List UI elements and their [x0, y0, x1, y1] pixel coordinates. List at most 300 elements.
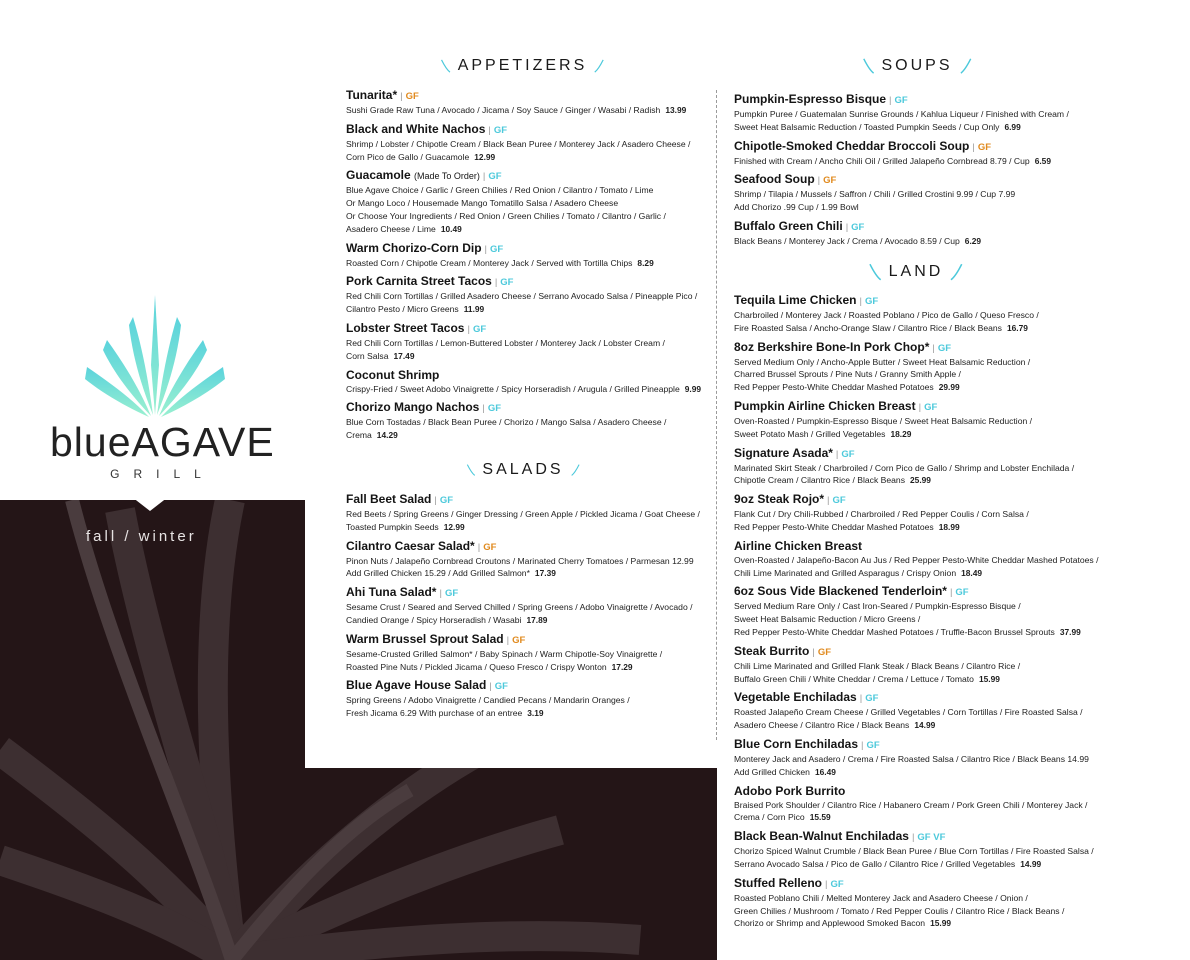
- menu-item-description: [346, 567, 706, 580]
- tag-separator: |: [477, 541, 481, 553]
- menu-item: [346, 241, 706, 270]
- tag-separator: |: [861, 739, 864, 751]
- dietary-tag-label: GF: [487, 403, 502, 415]
- dietary-tag: [467, 324, 486, 335]
- tag-separator: |: [859, 693, 863, 705]
- menu-item-header: [734, 829, 1184, 845]
- menu-item-name: Pumpkin-Espresso Bisque: [734, 92, 887, 106]
- menu-item-description: [734, 108, 1184, 121]
- menu-item-description: [734, 415, 1184, 428]
- salads-list: [346, 492, 706, 725]
- brand-name-bold: AGAVE: [131, 419, 275, 465]
- menu-item-description: [734, 600, 1184, 613]
- menu-item-description: [346, 383, 706, 396]
- menu-item-header: [346, 400, 706, 416]
- appetizers-title: APPETIZERS: [457, 57, 588, 74]
- description-text: Buffalo Green Chili / White Cheddar / Crema / Lettuce / Tomato: [734, 673, 974, 684]
- description-text: Asadero Cheese / Cilantro Rice / Black Beans: [734, 720, 910, 731]
- tag-separator: |: [845, 221, 849, 233]
- tag-separator: |: [488, 124, 491, 136]
- swoosh-left-icon: [862, 56, 874, 76]
- tag-separator: |: [817, 175, 821, 187]
- menu-item-description: [346, 555, 706, 568]
- dietary-tag: [825, 879, 844, 890]
- description-text: Spring Greens / Adobo Vinaigrette / Candied Pecans / Mandarin Oranges /: [346, 695, 630, 706]
- description-text: Red Pepper Pesto-White Cheddar Mashed Potatoes / Truffle-Bacon Brussel Sprouts: [734, 626, 1055, 637]
- menu-item-price: 37.99: [1059, 626, 1081, 637]
- description-text: Flank Cut / Dry Chili-Rubbed / Charbroiled / Red Pepper Coulis / Corn Salsa /: [734, 509, 1029, 520]
- description-text: Roasted Corn / Chipotle Cream / Monterey Jack / Served with Tortilla Chips: [346, 257, 633, 268]
- dietary-tag: [861, 740, 880, 751]
- menu-item-description: [734, 462, 1184, 475]
- menu-item-price: 17.49: [393, 350, 415, 361]
- dietary-tag: [836, 449, 855, 460]
- swoosh-right-icon: [950, 262, 964, 282]
- dietary-tag: [950, 587, 969, 598]
- menu-item-header: [734, 784, 1184, 799]
- menu-item-price: 12.99: [443, 521, 465, 532]
- menu-item: [734, 876, 1184, 930]
- menu-item-note: (Made To Order): [414, 171, 480, 182]
- description-text: Oven-Roasted / Jalapeño-Bacon Au Jus / Red Pepper Pesto-White Cheddar Mashed Potatoes /: [734, 554, 1099, 565]
- tag-separator: |: [889, 95, 892, 106]
- menu-item: [346, 585, 706, 627]
- menu-item: [734, 690, 1184, 732]
- menu-item-description: [346, 661, 706, 674]
- menu-item-header: [346, 321, 706, 337]
- menu-item-name: Seafood Soup: [734, 172, 815, 187]
- menu-item-description: [734, 322, 1184, 335]
- description-text: Roasted Poblano Chili / Melted Monterey Jack and Asadero Cheese / Onion /: [734, 892, 1028, 903]
- menu-item: [734, 340, 1184, 394]
- menu-item-description: [734, 155, 1184, 168]
- menu-item-name: Coconut Shrimp: [346, 367, 440, 382]
- menu-item: [346, 88, 706, 117]
- menu-item-name: Tequila Lime Chicken: [734, 293, 857, 307]
- menu-item: [734, 293, 1184, 335]
- dietary-tag: [818, 175, 837, 186]
- menu-item: [346, 632, 706, 674]
- salads-title: SALADS: [482, 461, 564, 478]
- brand-wordmark: [50, 419, 275, 465]
- tag-separator: |: [859, 296, 862, 307]
- menu-item: [734, 139, 1184, 168]
- dietary-tag: [482, 403, 501, 414]
- menu-item: [346, 122, 706, 164]
- menu-item-name: Cilantro Caesar Salad*: [346, 538, 475, 553]
- description-text: Marinated Skirt Steak / Charbroiled / Corn Pico de Gallo / Shrimp and Lobster Enchilada /: [734, 462, 1075, 473]
- description-text: Corn Pico de Gallo / Guacamole: [346, 151, 470, 162]
- menu-item-price: 6.29: [964, 235, 982, 246]
- dietary-tag-label: GF: [817, 646, 832, 658]
- menu-item-name: Chipotle-Smoked Cheddar Broccoli Soup: [734, 138, 970, 153]
- menu-item-name: 8oz Berkshire Bone-In Pork Chop*: [734, 339, 930, 354]
- description-text: Sushi Grade Raw Tuna / Avocado / Jicama / Soy Sauce / Ginger / Wasabi / Radish: [346, 105, 661, 115]
- dietary-tag-label: GF: [472, 323, 487, 335]
- menu-item-description: [734, 381, 1184, 394]
- dietary-tag: [812, 647, 831, 658]
- dietary-tag-label: GF: [955, 587, 969, 599]
- dietary-tag: [912, 832, 945, 843]
- description-text: Or Choose Your Ingredients / Red Onion / Green Chilies / Tomato / Cilantro / Garlic /: [346, 210, 666, 221]
- dietary-tag-label: GF: [924, 401, 938, 413]
- dietary-tag-label: GF: [490, 243, 504, 255]
- menu-item-name: Blue Corn Enchiladas: [734, 736, 859, 751]
- description-text: Chipotle Cream / Cilantro Rice / Black Beans: [734, 475, 905, 486]
- dietary-tag-label: GF: [841, 448, 855, 460]
- season-label: fall / winter: [86, 528, 197, 545]
- menu-item-price: 14.99: [1020, 858, 1042, 869]
- description-text: Sesame Crust / Seared and Served Chilled / Spring Greens / Adobo Vinaigrette / Avocado /: [346, 602, 693, 613]
- menu-item-name: Black and White Nachos: [346, 121, 486, 136]
- description-text: Charred Brussel Sprouts / Pine Nuts / Granny Smith Apple /: [734, 369, 961, 380]
- menu-item-name: Guacamole: [346, 168, 411, 183]
- menu-item: [734, 92, 1184, 134]
- dietary-tag: [919, 402, 938, 413]
- dietary-tag-label: GF: [439, 495, 454, 506]
- description-text: Roasted Pine Nuts / Pickled Jicama / Queso Fresco / Crispy Wonton: [346, 661, 607, 672]
- menu-item-description: [346, 138, 706, 151]
- tag-separator: |: [918, 401, 922, 413]
- menu-item-description: [346, 707, 706, 720]
- menu-item-price: 29.99: [938, 382, 960, 393]
- menu-item-name: Adobo Pork Burrito: [734, 783, 846, 798]
- menu-item-description: [346, 257, 706, 270]
- menu-item-description: [734, 554, 1184, 567]
- menu-item-description: [346, 210, 706, 223]
- menu-item-price: 3.19: [527, 708, 544, 719]
- menu-item-header: [346, 241, 706, 257]
- description-text: Oven-Roasted / Pumpkin-Espresso Bisque / Sweet Heat Balsamic Reduction /: [734, 415, 1033, 426]
- menu-item-description: [734, 356, 1184, 369]
- tag-separator: |: [972, 141, 975, 153]
- tag-separator: |: [949, 587, 953, 599]
- dietary-tag-label: GF: [830, 878, 844, 890]
- description-text: Red Chili Corn Tortillas / Grilled Asadero Cheese / Serrano Avocado Salsa / Pineapple Pico /: [346, 291, 698, 302]
- menu-item-header: [734, 644, 1184, 660]
- menu-item-price: 25.99: [910, 475, 931, 486]
- description-text: Chili Lime Marinated and Grilled Asparagus / Crispy Onion: [734, 567, 957, 578]
- menu-item-price: 17.29: [611, 661, 633, 672]
- menu-item-description: [346, 303, 706, 316]
- description-text: Blue Agave Choice / Garlic / Green Chilies / Red Onion / Cilantro / Tomato / Lime: [346, 185, 654, 196]
- menu-item-description: [734, 474, 1184, 487]
- dietary-tag: [488, 125, 507, 136]
- dietary-tag-label: GF: [865, 693, 879, 705]
- menu-item-price: 10.49: [440, 223, 462, 234]
- dietary-tag: [859, 296, 878, 307]
- menu-item-description: [346, 350, 706, 363]
- menu-item-name: Tunarita*: [346, 88, 398, 102]
- menu-item-description: [346, 151, 706, 164]
- description-text: Shrimp / Tilapia / Mussels / Saffron / Chili / Grilled Crostini 9.99 / Cup 7.99: [734, 189, 1016, 200]
- menu-item-price: 15.59: [809, 812, 831, 823]
- menu-item-header: [734, 399, 1184, 415]
- description-text: Red Pepper Pesto-White Cheddar Mashed Potatoes: [734, 521, 934, 532]
- menu-item-header: [734, 139, 1184, 155]
- menu-item-description: [734, 309, 1184, 322]
- description-text: Chorizo Spiced Walnut Crumble / Black Bean Puree / Blue Corn Tortillas / Fire Roasted Salsa /: [734, 846, 1094, 857]
- dietary-tag-label: GF: [512, 634, 526, 646]
- menu-item: [734, 539, 1184, 580]
- dietary-tag: [483, 171, 502, 182]
- tag-separator: |: [400, 91, 403, 102]
- tag-separator: |: [489, 681, 492, 693]
- description-text: Roasted Jalapeño Cream Cheese / Grilled Vegetables / Corn Tortillas / Fire Roasted Salsa /: [734, 707, 1083, 718]
- land-heading: [868, 262, 964, 282]
- menu-item: [346, 368, 706, 396]
- menu-item-description: [734, 845, 1184, 858]
- dietary-tag-label: GF: [894, 95, 908, 106]
- dietary-tag: [439, 588, 458, 599]
- menu-item: [346, 539, 706, 581]
- menu-item-header: [734, 584, 1184, 600]
- menu-item: [734, 784, 1184, 825]
- dietary-tag: [400, 91, 419, 102]
- menu-item-price: 14.29: [376, 430, 398, 441]
- menu-item-header: [346, 122, 706, 138]
- menu-item: [734, 219, 1184, 248]
- menu-item-description: [346, 614, 706, 627]
- menu-item-description: [734, 201, 1184, 214]
- menu-item-price: 9.99: [684, 383, 702, 394]
- description-text: Sweet Heat Balsamic Reduction / Toasted Pumpkin Seeds / Cup Only: [734, 121, 1000, 132]
- menu-item-description: [734, 917, 1184, 930]
- tag-separator: |: [482, 171, 486, 183]
- dietary-tag: [485, 244, 504, 255]
- tag-separator: |: [434, 495, 437, 506]
- menu-item-description: [734, 799, 1184, 812]
- dietary-tag-label: GF: [483, 541, 497, 553]
- description-text: Red Pepper Pesto-White Cheddar Mashed Potatoes: [734, 382, 934, 393]
- menu-item-description: [346, 184, 706, 197]
- description-text: Chorizo or Shrimp and Applewood Smoked Bacon: [734, 918, 926, 929]
- dietary-tag-label: GF: [866, 739, 880, 751]
- land-title: LAND: [888, 263, 944, 280]
- menu-item-description: [734, 235, 1184, 248]
- menu-item: [734, 644, 1184, 686]
- description-text: Charbroiled / Monterey Jack / Roasted Poblano / Pico de Gallo / Queso Fresco /: [734, 310, 1039, 320]
- menu-item: [734, 584, 1184, 638]
- menu-item-description: [734, 766, 1184, 779]
- menu-item-header: [734, 539, 1184, 554]
- dietary-tag-label: GF: [823, 175, 837, 187]
- dietary-tag: [972, 142, 991, 153]
- dietary-tag: [434, 495, 453, 506]
- menu-item: [734, 737, 1184, 779]
- menu-item-header: [346, 678, 706, 694]
- dietary-tag: [495, 277, 514, 288]
- menu-item-description: [734, 858, 1184, 871]
- menu-item-description: [346, 694, 706, 707]
- menu-item-description: [734, 719, 1184, 732]
- tag-separator: |: [467, 323, 470, 335]
- tag-separator: |: [932, 342, 935, 354]
- description-text: Finished with Cream / Ancho Chili Oil / Grilled Jalapeño Cornbread 8.79 / Cup: [734, 155, 1030, 166]
- menu-item-name: Warm Brussel Sprout Salad: [346, 631, 504, 646]
- dietary-tag-label: GF VF: [917, 832, 946, 844]
- menu-item-description: [734, 660, 1184, 673]
- swoosh-right-icon: [571, 460, 580, 480]
- description-text: Red Chili Corn Tortillas / Lemon-Buttered Lobster / Monterey Jack / Lobster Cream /: [346, 337, 665, 348]
- menu-item: [346, 678, 706, 720]
- soups-title: SOUPS: [881, 57, 953, 74]
- dietary-tag: [478, 542, 497, 553]
- appetizers-heading: [440, 56, 605, 76]
- description-text: Asadero Cheese / Lime: [346, 223, 436, 234]
- description-text: Fire Roasted Salsa / Ancho-Orange Slaw / Cilantro Rice / Black Beans: [734, 322, 1002, 333]
- menu-item-header: [734, 293, 1184, 309]
- tag-separator: |: [911, 832, 915, 844]
- soups-heading: [862, 56, 972, 76]
- menu-item-price: 16.49: [814, 766, 836, 777]
- menu-item-price: 16.79: [1006, 322, 1028, 333]
- agave-logo-icon: [85, 295, 225, 420]
- dietary-tag: [507, 635, 526, 646]
- menu-item-header: [734, 92, 1184, 108]
- menu-item-description: [346, 648, 706, 661]
- menu-item-header: [346, 168, 706, 184]
- menu-item: [346, 321, 706, 363]
- tag-separator: |: [835, 448, 839, 460]
- dietary-tag: [489, 681, 508, 692]
- menu-item-header: [734, 876, 1184, 892]
- menu-item-price: 14.99: [914, 720, 936, 731]
- description-text: Add Chorizo .99 Cup / 1.99 Bowl: [734, 202, 859, 213]
- description-text: Black Beans / Monterey Jack / Crema / Avocado 8.59 / Cup: [734, 235, 960, 246]
- menu-item-name: Lobster Street Tacos: [346, 320, 465, 335]
- menu-item-description: [346, 416, 706, 429]
- swoosh-left-icon: [440, 56, 451, 76]
- menu-item: [734, 829, 1184, 871]
- menu-item-price: 11.99: [463, 304, 485, 315]
- description-text: Braised Pork Shoulder / Cilantro Rice / Habanero Cream / Pork Green Chili / Monterey Jack /: [734, 799, 1088, 810]
- menu-item-header: [346, 368, 706, 383]
- menu-item-name: Ahi Tuna Salad*: [346, 585, 437, 600]
- description-text: Crema / Corn Pico: [734, 812, 805, 823]
- description-text: Red Beets / Spring Greens / Ginger Dressing / Green Apple / Pickled Jicama / Goat Cheese /: [346, 509, 700, 519]
- tag-separator: |: [827, 495, 830, 507]
- description-text: Served Medium Only / Ancho-Apple Butter / Sweet Heat Balsamic Reduction /: [734, 356, 1031, 367]
- menu-item-description: [346, 223, 706, 236]
- menu-item-header: [346, 492, 706, 508]
- description-text: Pumpkin Puree / Guatemalan Sunrise Grounds / Kahlua Liqueur / Finished with Cream /: [734, 109, 1069, 119]
- menu-item-price: 15.99: [930, 918, 952, 929]
- menu-item-header: [734, 172, 1184, 188]
- tag-separator: |: [439, 588, 442, 600]
- menu-item-price: 17.39: [534, 568, 556, 579]
- menu-item: [346, 168, 706, 235]
- menu-item-name: 6oz Sous Vide Blackened Tenderloin*: [734, 584, 947, 599]
- dietary-tag-label: GF: [864, 296, 879, 307]
- menu-item-name: Warm Chorizo-Corn Dip: [346, 240, 482, 255]
- menu-item-description: [734, 613, 1184, 626]
- menu-item-header: [346, 539, 706, 555]
- description-text: Green Chilies / Mushroom / Tomato / Red Pepper Coulis / Cilantro Rice / Black Beans /: [734, 905, 1065, 916]
- tag-separator: |: [484, 243, 488, 255]
- description-text: Sweet Potato Mash / Grilled Vegetables: [734, 428, 886, 439]
- menu-item-description: [734, 626, 1184, 639]
- menu-item-description: [734, 905, 1184, 918]
- menu-item-description: [734, 368, 1184, 381]
- menu-item-description: [346, 521, 706, 534]
- menu-item: [346, 274, 706, 316]
- dietary-tag-label: GF: [494, 681, 508, 693]
- dietary-tag: [889, 95, 908, 106]
- brand-subtitle: GRILL: [110, 467, 215, 481]
- dietary-tag: [846, 222, 865, 233]
- menu-item-name: Stuffed Relleno: [734, 875, 823, 890]
- description-text: Fresh Jicama 6.29 With purchase of an entree: [346, 708, 523, 719]
- soups-list: [734, 92, 1184, 253]
- column-divider: [716, 90, 717, 740]
- menu-item-description: [346, 337, 706, 350]
- menu-item-price: 18.49: [961, 567, 983, 578]
- menu-item-description: [346, 104, 706, 117]
- menu-item-description: [734, 428, 1184, 441]
- menu-item-name: Steak Burrito: [734, 643, 810, 658]
- menu-item-description: [734, 706, 1184, 719]
- menu-item: [734, 399, 1184, 441]
- menu-item: [346, 492, 706, 534]
- tag-separator: |: [506, 634, 510, 646]
- description-text: Corn Salsa: [346, 350, 389, 361]
- menu-item-price: 6.59: [1034, 155, 1051, 166]
- menu-item-name: Vegetable Enchiladas: [734, 690, 857, 705]
- menu-item-header: [346, 632, 706, 648]
- description-text: Blue Corn Tostadas / Black Bean Puree / Chorizo / Mango Salsa / Asadero Cheese /: [346, 417, 667, 428]
- menu-item-description: [346, 429, 706, 442]
- menu-item-price: 18.99: [938, 521, 960, 532]
- description-text: Crispy-Fried / Sweet Adobo Vinaigrette / Spicy Horseradish / Arugula / Grilled Pineapple: [346, 383, 680, 394]
- description-text: Monterey Jack and Asadero / Crema / Fire Roasted Salsa / Cilantro Rice / Black Beans 14.99: [734, 753, 1089, 764]
- menu-item-description: [734, 521, 1184, 534]
- menu-item-description: [346, 508, 706, 521]
- dietary-tag-label: GF: [832, 495, 846, 507]
- tag-separator: |: [812, 646, 815, 658]
- menu-item-header: [734, 690, 1184, 706]
- description-text: Candied Orange / Spicy Horseradish / Wasabi: [346, 614, 522, 625]
- menu-item-description: [734, 121, 1184, 134]
- menu-item-header: [346, 585, 706, 601]
- menu-item-header: [346, 274, 706, 290]
- dietary-tag-label: GF: [937, 342, 952, 354]
- description-text: Sweet Heat Balsamic Reduction / Micro Greens /: [734, 614, 921, 625]
- description-text: Crema: [346, 430, 372, 441]
- menu-item-price: 12.99: [474, 151, 496, 162]
- swoosh-right-icon: [594, 56, 605, 76]
- menu-item-name: 9oz Steak Rojo*: [734, 492, 825, 507]
- description-text: Pinon Nuts / Jalapeño Cornbread Croutons / Marinated Cherry Tomatoes / Parmesan 12.99: [346, 555, 694, 566]
- menu-item: [346, 400, 706, 442]
- menu-item-header: [346, 88, 706, 104]
- menu-item-name: Black Bean-Walnut Enchiladas: [734, 829, 909, 844]
- menu-item-header: [734, 492, 1184, 508]
- menu-item-name: Signature Asada*: [734, 445, 833, 460]
- land-list: [734, 293, 1184, 935]
- description-text: Chili Lime Marinated and Grilled Flank Steak / Black Beans / Cilantro Rice /: [734, 660, 1021, 671]
- menu-item-description: [346, 290, 706, 303]
- dietary-tag: [860, 693, 879, 704]
- menu-item-header: [734, 737, 1184, 753]
- menu-item-description: [734, 508, 1184, 521]
- menu-item: [734, 492, 1184, 534]
- swoosh-left-icon: [868, 262, 882, 282]
- menu-item: [734, 172, 1184, 214]
- description-text: Serrano Avocado Salsa / Pico de Gallo / Cilantro Rice / Grilled Vegetables: [734, 858, 1016, 869]
- menu-item-price: 15.99: [978, 673, 1000, 684]
- menu-item-name: Buffalo Green Chili: [734, 218, 843, 233]
